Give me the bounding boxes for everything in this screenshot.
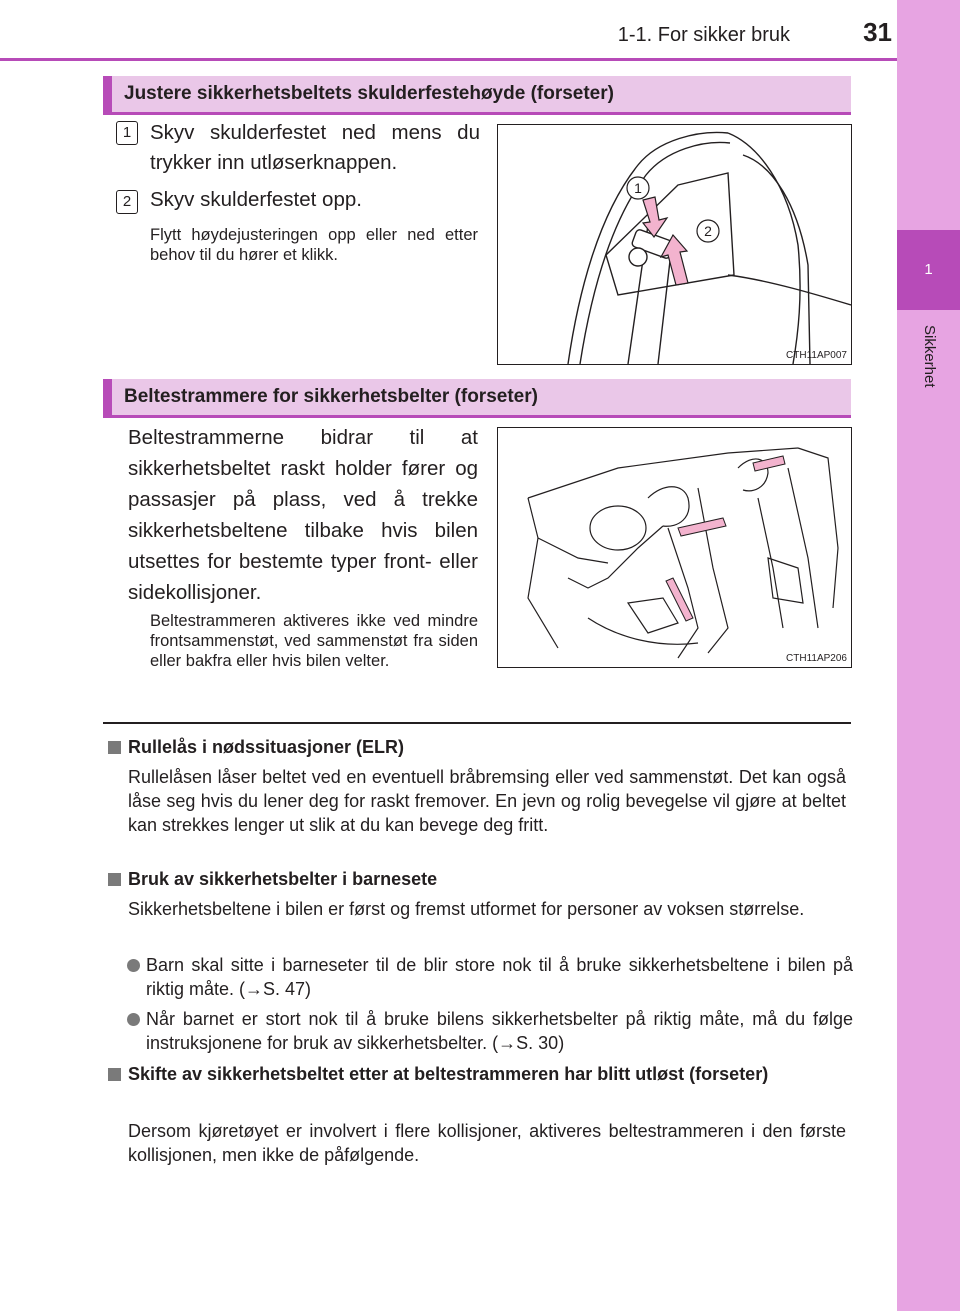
step-2-text: Skyv skulderfestet opp. [150,188,362,211]
chapter-label: Sikkerhet [921,325,938,388]
shoulder-anchor-figure [497,124,852,365]
bullet-dot [127,1013,140,1026]
note-heading-elr: Rullelås i nødssituasjoner (ELR) [128,737,405,757]
step-2-badge: 2 [116,190,138,214]
page-number: 31 [863,17,892,47]
pretensioner-figure [497,427,852,668]
section-heading-shoulder-anchor [103,76,851,115]
section1-note: Flytt høydejusteringen opp eller ned etter behov til du hører et klikk. [150,226,478,264]
section-title: Beltestrammere for sikkerhetsbelter (forseter) [124,386,538,407]
note-text-child: Sikkerhetsbeltene i bilen er først og fremst utformet for personer av voksen størrelse. [128,899,805,919]
note-text-elr: Rullelåsen låser beltet ved en eventuell bråbremsing eller ved sammenstøt. Det kan også låse seg hvis du lener deg for raskt fremover. En jevn og rolig bevegelse vil gjøre at beltet kan strekkes lenger ut slik at du kan bevege deg fritt. [128,767,846,835]
note-heading-child: Bruk av sikkerhetsbelter i barnesete [128,869,438,889]
note-square-marker [108,1068,121,1081]
pretensioner-description: Beltestrammerne bidrar til at sikkerhetsbeltet raskt holder fører og passasjer på plass, ved å trekke sikkerhetsbeltene tilbake hvis bilen utsettes for bestemte typer front- eller sidekollisjoner. [128,426,478,604]
chapter-sidebar [897,0,960,1311]
bullet-item-child-seat: Barn skal sitte i barneseter til de blir store nok til å bruke sikkerhetsbeltene i bilen på riktig måte. (→S. 47) [146,955,853,999]
step-1-text: Skyv skulderfestet ned mens du trykker inn utløserknappen. [150,121,480,174]
section-heading-pretensioners [103,379,851,418]
car-interior-illustration [498,428,851,667]
shoulder-anchor-illustration [498,125,851,364]
section-title: Justere sikkerhetsbeltets skulderfestehøyde (forseter) [124,83,614,104]
figure-label-1: 1 [634,180,642,196]
figure-label-2: 2 [704,223,712,239]
note-square-marker [108,741,121,754]
bullet-dot [127,959,140,972]
running-header: 1-1. For sikker bruk [617,24,790,46]
header-rule [0,58,897,61]
note-text-replace: Dersom kjøretøyet er involvert i flere kollisjoner, aktiveres beltestrammeren i den første kollisjonen, men ikke de påfølgende. [128,1121,846,1165]
note-heading-replace: Skifte av sikkerhetsbeltet etter at beltestrammeren har blitt utløst (forseter) [128,1064,769,1084]
figure-code: CTH11AP007 [786,350,847,361]
chapter-tab[interactable]: 1 [897,230,960,310]
figure-code: CTH11AP206 [786,653,847,664]
note-square-marker [108,873,121,886]
pretensioner-note: Beltestrammeren aktiveres ikke ved mindre frontsammenstøt, ved sammenstøt fra siden eller bakfra eller hvis bilen velter. [150,612,478,670]
step-1-badge: 1 [116,121,138,145]
bullet-item-belt-use: Når barnet er stort nok til å bruke bilens sikkerhetsbelter på riktig måte, må du følge instruksjonene for bruk av sikkerhetsbelter. (→S. 30) [146,1009,853,1053]
notes-divider [103,722,851,724]
